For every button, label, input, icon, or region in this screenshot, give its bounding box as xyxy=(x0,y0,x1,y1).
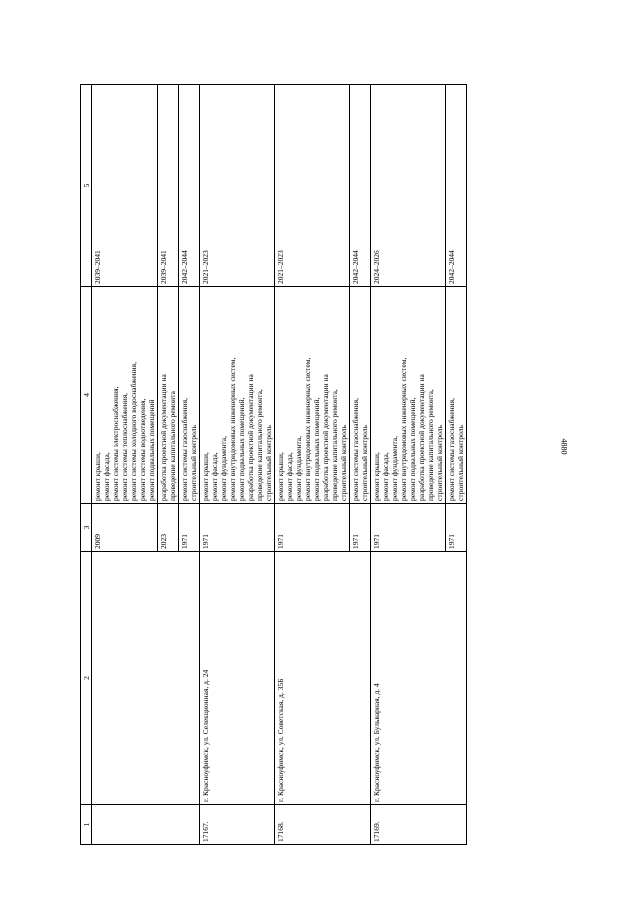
work-item: ремонт подвальных помещений, xyxy=(312,397,321,501)
year-cell: 1971 xyxy=(275,504,350,552)
work-item: ремонт системы газоснабжения, xyxy=(447,397,456,501)
work-item: строительный контроль xyxy=(264,425,273,501)
work-item: проведение капитального ремонта, xyxy=(330,389,339,501)
work-item: ремонт системы газоснабжения, xyxy=(180,397,189,501)
period-cell: 2021–2023 xyxy=(275,85,350,287)
year-cell: 1971 xyxy=(179,504,200,552)
work-item: разработка проектной документации на xyxy=(417,374,426,501)
work-item: ремонт крыши, xyxy=(276,452,285,501)
period-cell: 2024–2026 xyxy=(371,85,446,287)
column-header: 5 xyxy=(81,85,92,287)
work-item: ремонт системы теплоснабжения, xyxy=(120,392,129,501)
column-header: 4 xyxy=(81,287,92,504)
work-item: проведение капитального ремонта xyxy=(168,391,177,501)
work-item: ремонт фасада, xyxy=(210,452,219,501)
work-item: ремонт внутридомовых инженерных систем, xyxy=(399,357,408,501)
work-item: ремонт системы электроснабжения, xyxy=(111,386,120,501)
period-cell: 2039–2041 xyxy=(92,85,158,287)
work-item: ремонт подвальных помещений, xyxy=(237,397,246,501)
work-item: ремонт подвальных помещений xyxy=(147,399,156,501)
work-item: строительный контроль xyxy=(360,425,369,501)
works-cell xyxy=(275,287,350,504)
table-body xyxy=(92,85,467,845)
column-number-row xyxy=(81,85,92,845)
table-row xyxy=(200,85,275,845)
works-cell xyxy=(446,287,467,504)
work-item: разработка проектной документации на xyxy=(159,374,168,501)
column-header: 1 xyxy=(81,805,92,845)
work-item: ремонт подвальных помещений, xyxy=(408,397,417,501)
work-item: ремонт крыши, xyxy=(93,452,102,501)
work-item: разработка проектной документации на xyxy=(246,374,255,501)
work-item: ремонт фундамента, xyxy=(219,436,228,501)
work-item: ремонт системы газоснабжения, xyxy=(351,397,360,501)
work-item: строительный контроль xyxy=(189,425,198,501)
row-number-cell: 17168. xyxy=(275,805,371,845)
work-item: строительный контроль xyxy=(339,425,348,501)
work-item: ремонт фасада, xyxy=(381,452,390,501)
row-number-cell: 17167. xyxy=(200,805,275,845)
column-header: 3 xyxy=(81,504,92,552)
address-cell: г. Красноуфимск, ул. Советская, д. 35Б xyxy=(275,552,371,805)
work-item: ремонт системы холодного водоснабжения, xyxy=(129,361,138,501)
work-item: ремонт фундамента, xyxy=(294,436,303,501)
table-row xyxy=(275,85,350,845)
works-cell xyxy=(200,287,275,504)
year-cell: 2009 xyxy=(92,504,158,552)
address-cell: г. Красноуфимск, ул. Бульварная, д. 4 xyxy=(371,552,467,805)
year-cell: 1971 xyxy=(350,504,371,552)
work-item: строительный контроль xyxy=(435,425,444,501)
work-item: ремонт внутридомовых инженерных систем, xyxy=(228,357,237,501)
works-cell xyxy=(179,287,200,504)
work-item: ремонт внутридомовых инженерных систем, xyxy=(303,357,312,501)
work-item: ремонт фасада, xyxy=(285,452,294,501)
work-item: ремонт крыши, xyxy=(201,452,210,501)
column-header: 2 xyxy=(81,552,92,805)
work-item: проведение капитального ремонта, xyxy=(255,389,264,501)
works-cell xyxy=(371,287,446,504)
period-cell: 2042–2044 xyxy=(350,85,371,287)
work-item: ремонт системы водоотведения, xyxy=(138,398,147,501)
page-number: 4880 xyxy=(559,438,569,455)
work-item: строительный контроль xyxy=(456,425,465,501)
period-cell: 2039–2041 xyxy=(158,85,179,287)
works-cell xyxy=(350,287,371,504)
address-cell xyxy=(92,552,200,805)
year-cell: 1971 xyxy=(371,504,446,552)
repair-schedule-table xyxy=(80,84,467,845)
work-item: ремонт крыши, xyxy=(372,452,381,501)
period-cell: 2042–2044 xyxy=(179,85,200,287)
year-cell: 2023 xyxy=(158,504,179,552)
work-item: ремонт фасада, xyxy=(102,452,111,501)
works-cell xyxy=(158,287,179,504)
rotated-table-container xyxy=(80,85,575,845)
address-cell: г. Красноуфимск, ул. Селекционная, д. 24 xyxy=(200,552,275,805)
row-number-cell: 17169. xyxy=(371,805,467,845)
work-item: ремонт фундамента, xyxy=(390,436,399,501)
period-cell: 2042–2044 xyxy=(446,85,467,287)
row-number-cell xyxy=(92,805,200,845)
work-item: разработка проектной документации на xyxy=(321,374,330,501)
table-row xyxy=(92,85,158,845)
year-cell: 1971 xyxy=(200,504,275,552)
work-item: проведение капитального ремонта, xyxy=(426,389,435,501)
works-cell xyxy=(92,287,158,504)
period-cell: 2021–2023 xyxy=(200,85,275,287)
year-cell: 1971 xyxy=(446,504,467,552)
table-row xyxy=(371,85,446,845)
